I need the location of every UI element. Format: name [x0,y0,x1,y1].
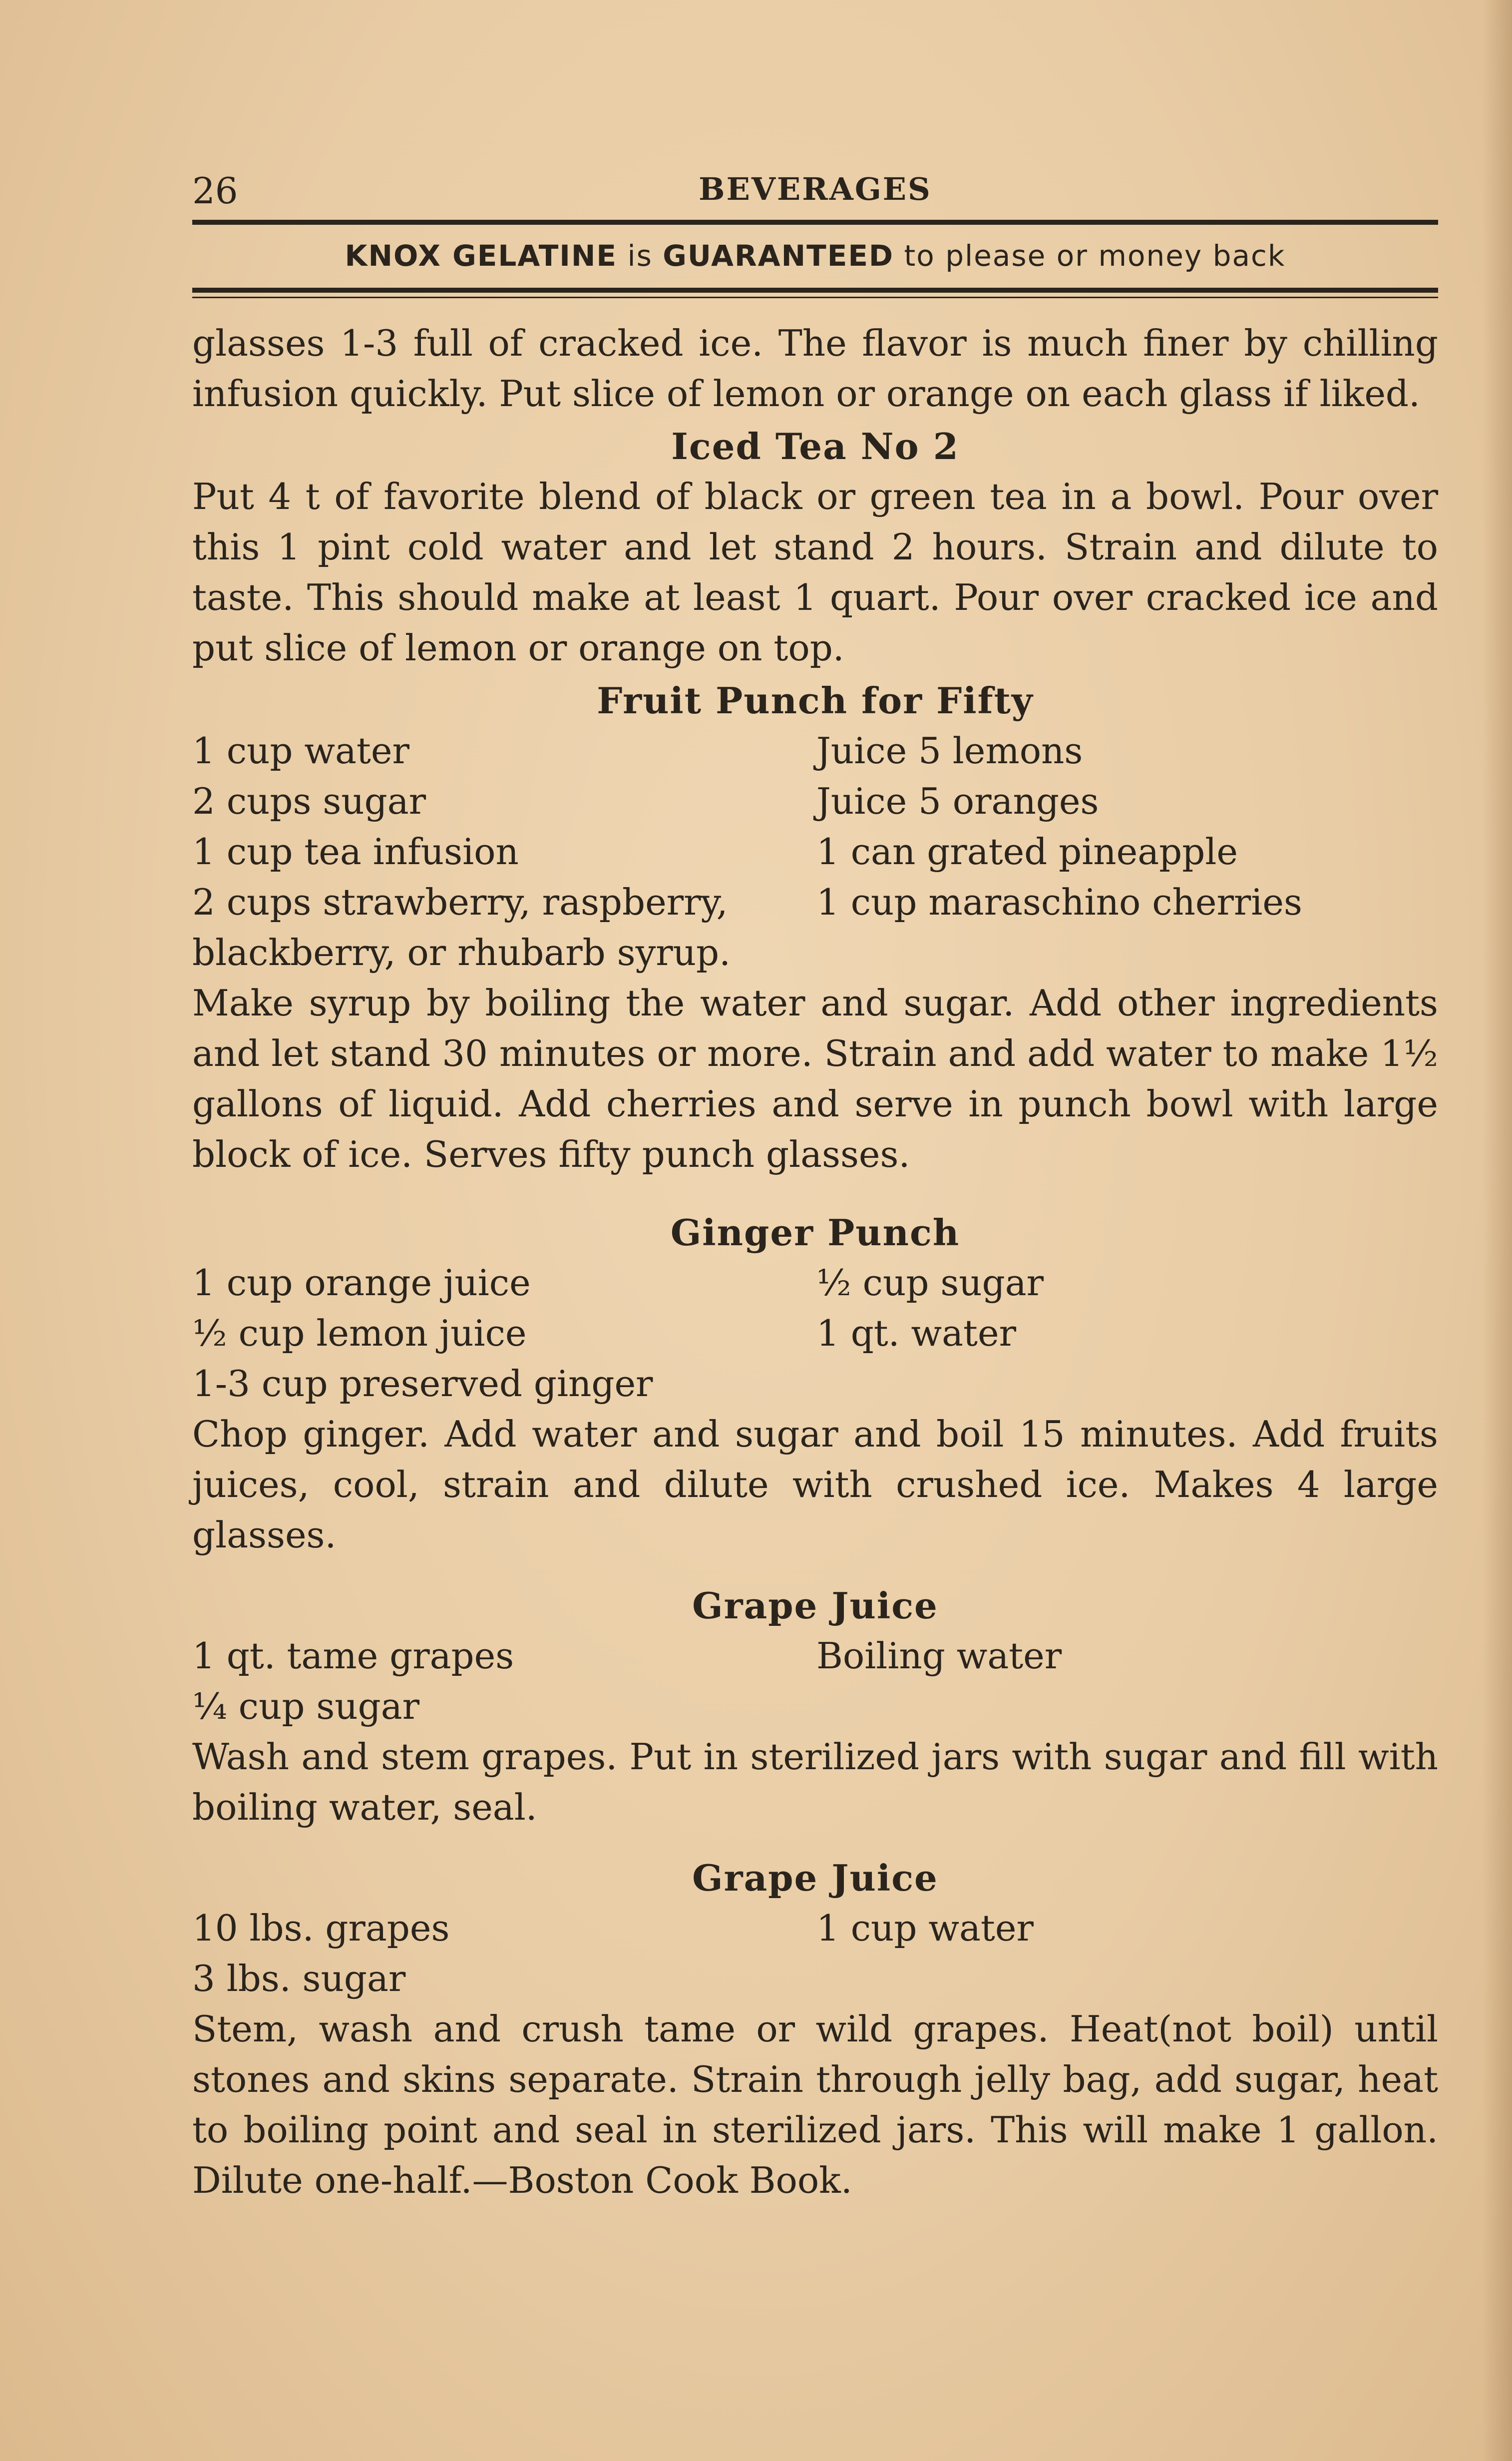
recipe-title-iced-tea: Iced Tea No 2 [671,425,959,468]
ingredient-row [192,1308,1438,1359]
banner-mid: is [617,239,663,273]
recipe-title-fruit-punch: Fruit Punch for Fifty [597,679,1034,722]
bottom-rule [192,288,1438,293]
ingredient-row [192,827,1438,877]
ingredient: 1-3 cup preserved ginger [192,1363,653,1405]
fruit-punch-directions: Make syrup by boiling the water and sugar. Add other ingredients and let stand 30 minutes or more. Strain and add water to make 1½ gallons of liquid. Add cherries and serve in punch bowl with large block of ice. Serves fifty punch glasses. [192,982,1438,1175]
ingredient-row [192,877,1438,928]
guarantee-banner [192,225,1438,288]
ingredient-row [192,1903,1438,1954]
ingredient: Juice 5 oranges [816,780,1099,822]
ingredient: 2 cups sugar [192,780,426,822]
banner-brand: KNOX GELATINE [345,239,618,273]
ingredient: 3 lbs. sugar [192,1958,406,1999]
page-number: 26 [192,170,238,212]
ingredient-row [192,776,1438,827]
ingredient: 10 lbs. grapes [192,1907,450,1949]
ginger-punch-directions: Chop ginger. Add water and sugar and boil 15 minutes. Add fruits juices, cool, strain and dilute with crushed ice. Makes 4 large glasses. [192,1413,1438,1556]
grape-juice-2-directions: Stem, wash and crush tame or wild grapes. Heat(not boil) until stones and skins separate. Strain through jelly bag, add sugar, heat to boiling point and seal in sterilized jars. This will make 1 gallon. Dilute one-half.—Boston Cook Book. [192,2008,1438,2201]
ingredient: ½ cup lemon juice [192,1312,527,1354]
ingredient: 1 cup tea infusion [192,831,519,873]
ingredient: 2 cups strawberry, raspberry, [192,881,728,923]
ingredient: 1 can grated pineapple [816,831,1238,873]
recipe-title-ginger-punch: Ginger Punch [670,1211,960,1254]
top-rule [192,220,1438,225]
ingredient: 1 cup water [192,730,409,772]
ingredient-row [192,726,1438,776]
ingredient: Juice 5 lemons [816,730,1083,772]
ingredient: 1 cup water [816,1907,1034,1949]
banner-guaranteed: GUARANTEED [663,239,894,273]
bottom-rule-thin [192,297,1438,298]
ingredient: ¼ cup sugar [192,1685,420,1727]
ingredient: 1 cup orange juice [192,1262,531,1304]
recipe-title-grape-juice-2: Grape Juice [692,1857,938,1899]
ingredient: blackberry, or rhubarb syrup. [192,932,731,974]
section-title: BEVERAGES [699,171,932,207]
grape-juice-directions: Wash and stem grapes. Put in sterilized jars with sugar and fill with boiling water, seal. [192,1736,1438,1828]
ingredient: 1 qt. water [816,1312,1017,1354]
ingredient: 1 cup maraschino cherries [816,881,1302,923]
ingredient: ½ cup sugar [816,1262,1044,1304]
banner-end: to please or money back [894,239,1286,273]
ingredient-row [192,1631,1438,1681]
iced-tea-directions: Put 4 t of favorite blend of black or green tea in a bowl. Pour over this 1 pint cold water and let stand 2 hours. Strain and dilute to taste. This should make at least 1 quart. Pour over cracked ice and put slice of lemon or orange on top. [192,476,1438,669]
running-head [192,165,1438,220]
ingredient: 1 qt. tame grapes [192,1635,514,1677]
ingredient-row [192,1258,1438,1308]
page-content [192,165,1438,2206]
recipe-title-grape-juice: Grape Juice [692,1584,938,1627]
intro-paragraph: glasses 1-3 full of cracked ice. The flavor is much finer by chilling infusion quickly. Put slice of lemon or orange on each glass if liked. [192,322,1438,415]
ingredient: Boiling water [816,1635,1062,1677]
